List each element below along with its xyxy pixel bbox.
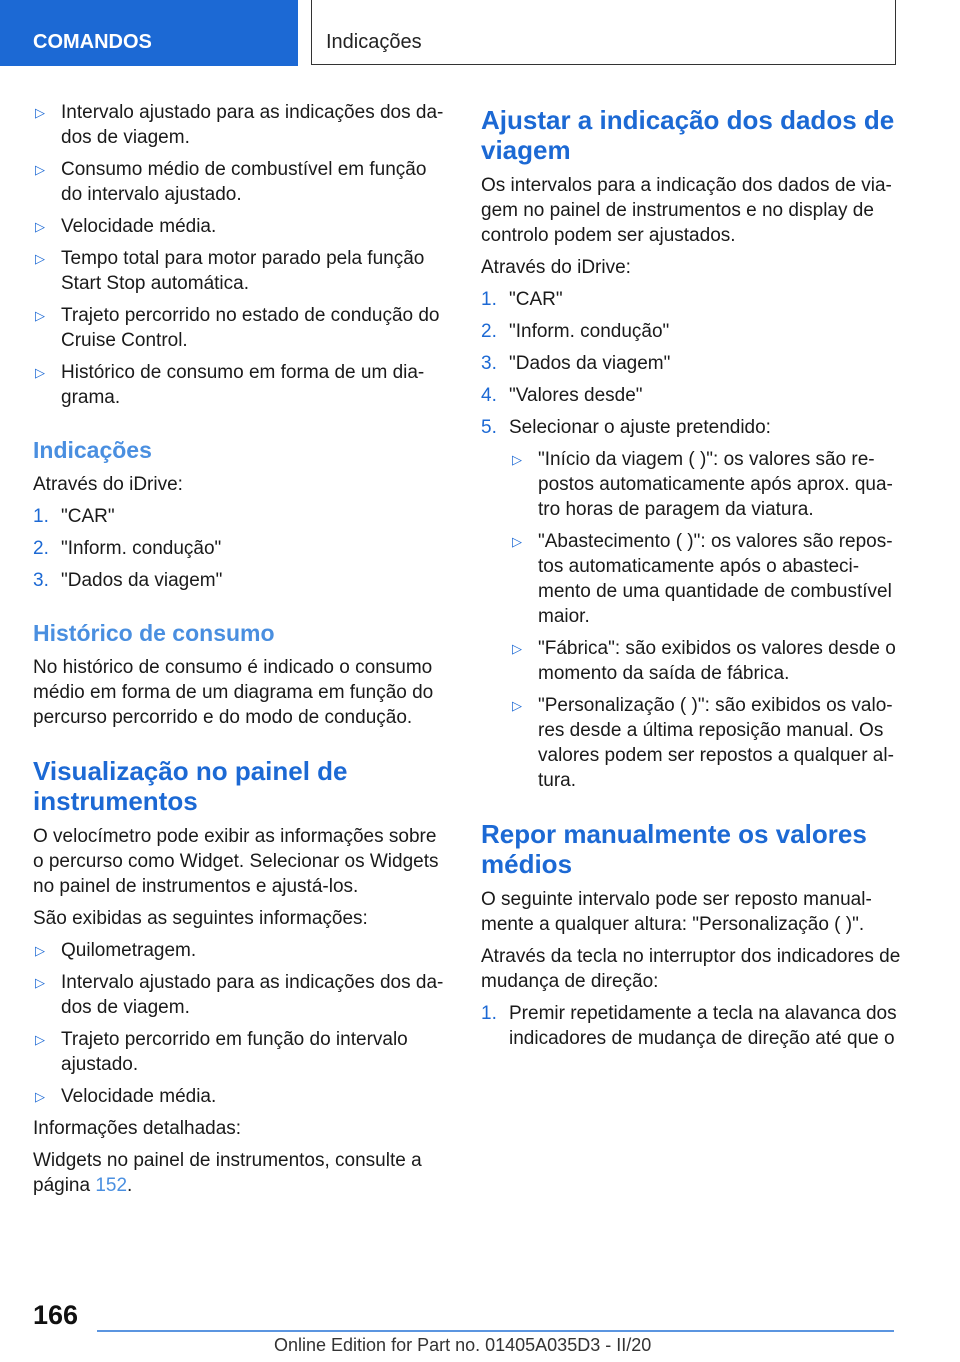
option-item: ▷ "Início da viagem ( )": os valores são re‐ postos automaticamente após aprox. qua‐ tro horas de paragem da viatura. — [512, 449, 893, 520]
triangle-bullet-icon: ▷ — [35, 105, 45, 120]
repor-text: O seguinte intervalo pode ser reposto manual‐ mente a qualquer altura: "Personalização ( )". — [481, 889, 872, 935]
triangle-bullet-icon: ▷ — [35, 162, 45, 177]
triangle-bullet-icon: ▷ — [35, 219, 45, 234]
visualizacao-text: O velocímetro pode exibir as informações sobre o percurso como Widget. Selecionar os Widgets no painel de instrumentos e ajustá-los. — [33, 826, 439, 897]
list-item: ▷ Histórico de consumo em forma de um dia‐ grama. — [35, 362, 425, 408]
triangle-bullet-icon: ▷ — [35, 365, 45, 380]
step-item: 2. "Inform. condução" — [481, 321, 670, 342]
step-item: 1. "CAR" — [33, 506, 115, 527]
heading-indicacoes: Indicações — [33, 437, 152, 463]
heading-ajustar: Ajustar a indicação dos dados de viagem — [481, 105, 895, 165]
heading-repor: Repor manualmente os valores médios — [481, 819, 867, 879]
footer-divider — [97, 1330, 894, 1332]
step-item: 1. Premir repetidamente a tecla na alavanca dos indicadores de mudança de direção até que o — [481, 1003, 897, 1049]
list-item: ▷ Intervalo ajustado para as indicações dos da‐ dos de viagem. — [35, 972, 444, 1018]
page-title: Indicações — [311, 0, 896, 65]
triangle-bullet-icon: ▷ — [35, 943, 45, 958]
step-item: 4. "Valores desde" — [481, 385, 643, 406]
ajustar-text: Os intervalos para a indicação dos dados de via‐ gem no painel de instrumentos e no display de controlo podem ser ajustados. — [481, 175, 892, 246]
historico-text: No histórico de consumo é indicado o consumo médio em forma de um diagrama em função do percurso percorrido e do modo de condução. — [33, 657, 434, 728]
triangle-bullet-icon: ▷ — [512, 452, 522, 467]
list-item: ▷ Trajeto percorrido no estado de condução do Cruise Control. — [35, 305, 440, 351]
step-item: 3. "Dados da viagem" — [33, 570, 223, 591]
triangle-bullet-icon: ▷ — [35, 251, 45, 266]
step-item: 2. "Inform. condução" — [33, 538, 222, 559]
list-item: ▷ Quilometragem. — [35, 940, 197, 961]
triangle-bullet-icon: ▷ — [512, 698, 522, 713]
list-item: ▷ Intervalo ajustado para as indicações dos da‐ dos de viagem. — [35, 102, 444, 148]
triangle-bullet-icon: ▷ — [512, 534, 522, 549]
widgets-reference: Widgets no painel de instrumentos, consulte a página 152. — [33, 1150, 422, 1196]
triangle-bullet-icon: ▷ — [35, 1089, 45, 1104]
list-item: ▷ Tempo total para motor parado pela função Start Stop automática. — [35, 248, 425, 294]
left-column — [33, 100, 449, 1205]
detail-label: Informações detalhadas: — [33, 1118, 242, 1139]
step-item: 1. "CAR" — [481, 289, 563, 310]
option-item: ▷ "Personalização ( )": são exibidos os valo‐ res desde a última reposição manual. Os valores podem ser repostos a qualquer al‐ tura. — [512, 695, 894, 791]
repor-text-2: Através da tecla no interruptor dos indicadores de mudança de direção: — [481, 946, 901, 992]
section-tab: COMANDOS — [0, 0, 298, 66]
step-item: 3. "Dados da viagem" — [481, 353, 671, 374]
right-column — [481, 100, 901, 1058]
page-link[interactable]: 152 — [95, 1175, 128, 1196]
list-item: ▷ Consumo médio de combustível em função do intervalo ajustado. — [35, 159, 427, 205]
option-item: ▷ "Abastecimento ( )": os valores são repos‐ tos automaticamente após o abasteci‐ mento de uma quantidade de combustível maior. — [512, 531, 893, 627]
triangle-bullet-icon: ▷ — [512, 641, 522, 656]
intro-text: Através do iDrive: — [33, 474, 183, 495]
triangle-bullet-icon: ▷ — [35, 1032, 45, 1047]
list-item: ▷ Trajeto percorrido em função do intervalo ajustado. — [35, 1029, 408, 1075]
heading-historico: Histórico de consumo — [33, 620, 275, 646]
footer-edition: Online Edition for Part no. 01405A035D3 - II/20 — [274, 1335, 652, 1355]
visualizacao-text-2: São exibidas as seguintes informações: — [33, 908, 368, 929]
list-item: ▷ Velocidade média. — [35, 1086, 217, 1107]
intro-text: Através do iDrive: — [481, 257, 631, 278]
heading-visualizacao: Visualização no painel de instrumentos — [33, 756, 348, 816]
list-item: ▷ Velocidade média. — [35, 216, 217, 237]
option-item: ▷ "Fábrica": são exibidos os valores desde o momento da saída de fábrica. — [512, 638, 896, 684]
triangle-bullet-icon: ▷ — [35, 975, 45, 990]
page-number: 166 — [33, 1300, 79, 1330]
step-item: 5. Selecionar o ajuste pretendido: — [481, 417, 771, 438]
triangle-bullet-icon: ▷ — [35, 308, 45, 323]
